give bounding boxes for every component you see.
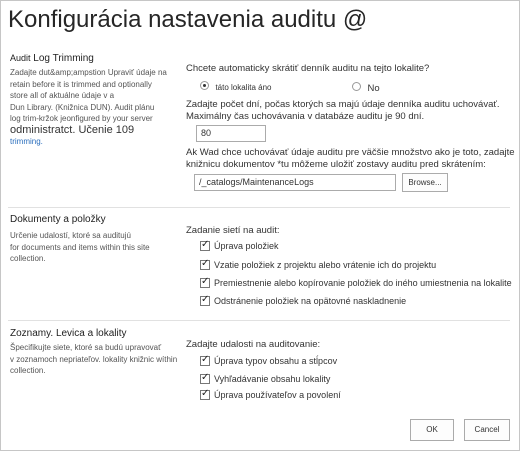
lists-desc-line: Špecifikujte siete, ktoré sa budú upravovať [10, 343, 162, 352]
radio-no-label: No [367, 83, 380, 94]
checkbox-move-items[interactable] [200, 278, 210, 288]
library-label-2: knižnicu dokumentov *tu môžeme uložiť zostavy auditu pred skrátením: [186, 159, 486, 170]
ok-button[interactable]: OK [410, 419, 454, 441]
trimming-desc-line: Dun Library. (Knižnica DUN). Audit plánu [10, 102, 155, 112]
browse-button[interactable]: Browse... [402, 173, 448, 192]
library-input[interactable]: /_catalogs/MaintenanceLogs [194, 174, 396, 191]
checkbox-label: Úprava položiek [214, 241, 279, 251]
checkbox-label: Odstránenie položiek na opätovné naskladnenie [214, 296, 407, 306]
trimming-learn-link[interactable]: trimming. [10, 137, 43, 146]
trimming-desc-line: store all of aktuálne údaje v a [10, 91, 115, 100]
checkbox-edit-items[interactable] [200, 241, 210, 251]
lists-heading: Zoznamy. Levica a lokality [10, 328, 127, 339]
documents-events-label: Zadanie sietí na audit: [186, 225, 280, 236]
lists-events-label: Zadajte udalosti na auditovanie: [186, 339, 321, 350]
trimming-heading-audit: Audit [10, 53, 31, 63]
lists-options [198, 354, 498, 406]
days-label-2: Maximálny čas uchovávania v databáze auditu je 90 dní. [186, 111, 425, 122]
checkbox-search-content[interactable] [200, 374, 210, 384]
checkbox-edit-users[interactable] [200, 390, 210, 400]
checkbox-label: Premiestnenie alebo kopírovanie položiek do iného umiestnenia na lokalite [214, 278, 512, 288]
trimming-description [10, 67, 167, 148]
documents-desc-line: collection. [10, 254, 46, 263]
days-label-1: Zadajte počet dní, počas ktorých sa majú údaje denníka auditu uchovávať. [186, 99, 500, 110]
documents-desc-line: Určenie udalostí, ktoré sa auditujú [10, 231, 131, 240]
trimming-desc-line: log trim-kržok jeonfigured by your server [10, 114, 153, 123]
documents-options [198, 240, 512, 310]
separator [8, 207, 510, 208]
trimming-desc-line: Zadajte dut&amp;ampstion Upraviť údaje na [10, 68, 167, 77]
lists-desc-line: collection. [10, 366, 46, 375]
checkbox-label: Vzatie položiek z projektu alebo vrátenie ich do projektu [214, 260, 437, 270]
checkbox-label: Vyhľadávanie obsahu lokality [214, 374, 331, 384]
radio-yes-group[interactable] [200, 77, 272, 95]
checkbox-label: Úprava používateľov a povolení [214, 390, 341, 400]
trimming-heading-log: Log Trimming [33, 53, 94, 64]
lists-description [10, 342, 177, 377]
checkbox-delete-items[interactable] [200, 296, 210, 306]
cancel-button[interactable]: Cancel [464, 419, 510, 441]
trimming-desc-big: odministratct. Učenie 109 [10, 123, 135, 136]
radio-no-group[interactable] [352, 78, 380, 96]
radio-yes[interactable] [200, 81, 209, 90]
trimming-desc-line: retain before it is trimmed and optionally [10, 79, 152, 89]
documents-heading: Dokumenty a položky [10, 214, 106, 225]
days-input[interactable]: 80 [196, 125, 266, 142]
trimming-heading [10, 53, 94, 64]
documents-description [10, 230, 150, 265]
trim-question: Chcete automaticky skrátiť denník auditu na tejto lokalite? [186, 63, 430, 74]
checkbox-label: Úprava typov obsahu a stĺpcov [214, 356, 338, 366]
checkbox-edit-content-types[interactable] [200, 356, 210, 366]
radio-no[interactable] [352, 82, 361, 91]
library-label-1: Ak Wad chce uchovávať údaje auditu pre väčšie množstvo ako je toto, zadajte [186, 147, 515, 158]
page-title: Konfigurácia nastavenia auditu @ [8, 6, 368, 33]
lists-desc-line: v zoznamoch nepriateľov. lokality knižnic wíthin [10, 354, 178, 364]
radio-yes-label: táto lokalita áno [215, 83, 272, 92]
documents-desc-line: for documents and items within this site [10, 242, 150, 252]
separator [8, 320, 510, 321]
checkbox-checkout-items[interactable] [200, 260, 210, 270]
